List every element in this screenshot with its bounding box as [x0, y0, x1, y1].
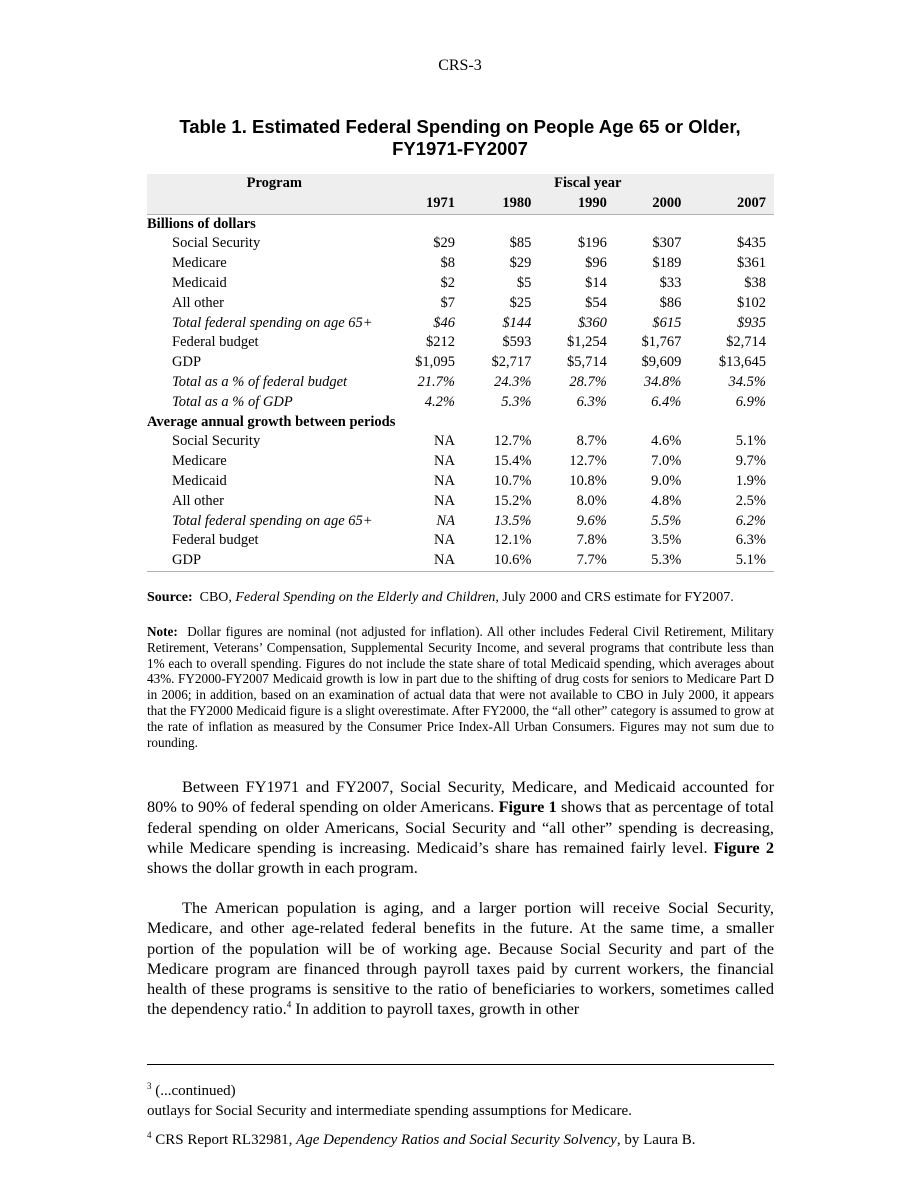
row-label: Medicare	[172, 255, 227, 272]
cell-1971: $46	[433, 314, 455, 331]
source-post: , July 2000 and CRS estimate for FY2007.	[495, 590, 734, 605]
paragraph1-text-c: shows the dollar growth in each program.	[147, 858, 418, 878]
cell-1980: 10.6%	[455, 551, 531, 571]
row-label: Medicare	[172, 453, 227, 470]
cell-1990: $1,254	[567, 334, 607, 351]
cell-2000: $1,767	[641, 334, 682, 351]
cell-1971: 21.7%	[417, 373, 455, 390]
table-row	[147, 393, 774, 413]
row-label: Total federal spending on age 65+	[172, 512, 373, 529]
cell-2000: 7.0%	[651, 453, 682, 470]
table-row	[147, 254, 774, 274]
cell-1980: 12.7%	[493, 433, 532, 450]
table-row	[147, 531, 774, 551]
cell-1971: NA	[402, 551, 455, 571]
note-label: Note:	[147, 624, 178, 639]
section-label: Billions of dollars	[147, 215, 256, 232]
cell-1971: NA	[433, 433, 455, 450]
paragraph1-text-a: Between FY1971 and FY2007, Social Security, Medicare, and Medicaid accounted for 80% to 90% of federal spending on older Americans.	[147, 777, 774, 817]
footnote-4-post: , by Laura B.	[616, 1132, 696, 1148]
cell-1980: 15.4%	[493, 453, 532, 470]
cell-1980: 24.3%	[493, 373, 532, 390]
cell-2007: $102	[737, 294, 766, 311]
table-title	[147, 116, 773, 160]
cell-2000: $189	[652, 255, 682, 272]
table-body	[147, 214, 774, 571]
row-label: All other	[172, 492, 224, 509]
source-title: Federal Spending on the Elderly and Children	[235, 590, 496, 605]
fiscal-year-header: Fiscal year	[554, 175, 622, 191]
footnote-4-mark: 4	[147, 1130, 152, 1140]
cell-1980: 13.5%	[493, 512, 532, 529]
cell-2007: 6.2%	[735, 512, 766, 529]
footnote-3-text: outlays for Social Security and intermediate spending assumptions for Medicare.	[147, 1103, 632, 1119]
footnote-4-title: Age Dependency Ratios and Social Security Solvency	[296, 1132, 617, 1148]
row-label: Medicaid	[172, 472, 227, 489]
cell-2007: 9.7%	[735, 453, 766, 470]
paragraph2-text-a: The American population is aging, and a larger portion will receive Social Security, Medicare, and other age-related federal benefits in the future. At the same time, a smaller portion of the population will be of working age. Because Social Security and part of the Medicare program are financed through payroll taxes paid by current workers, the financial health of these programs is sensitive to the ratio of beneficiaries to workers, sometimes called the dependency ratio.	[147, 898, 774, 1019]
source-line	[147, 589, 774, 606]
cell-1990: 7.7%	[531, 551, 606, 571]
row-label: Social Security	[172, 235, 261, 252]
cell-1990: 8.0%	[576, 492, 607, 509]
row-label: GDP	[147, 551, 402, 571]
cell-1980: 15.2%	[493, 492, 532, 509]
cell-2007: 6.9%	[735, 393, 766, 410]
cell-2007: $13,645	[718, 354, 766, 371]
table-row	[147, 492, 774, 512]
cell-2007: 2.5%	[735, 492, 766, 509]
footnote-3-continued	[147, 1082, 774, 1101]
cell-1980: $85	[509, 235, 532, 252]
cell-1990: $96	[585, 255, 607, 272]
cell-2000: $86	[659, 294, 682, 311]
body-paragraph-1	[147, 777, 774, 878]
cell-1971: NA	[433, 532, 455, 549]
program-header: Program	[246, 175, 302, 191]
source-pre: CBO,	[199, 590, 236, 605]
cell-2000: 6.4%	[651, 393, 682, 410]
cell-1971: $29	[433, 235, 455, 252]
row-label: Federal budget	[172, 334, 259, 351]
cell-1971: NA	[433, 453, 455, 470]
cell-2000: 3.5%	[651, 532, 682, 549]
cell-2007: $2,714	[726, 334, 766, 351]
figure-2-ref: Figure 2	[713, 837, 774, 857]
year-header-1980: 1980	[455, 194, 531, 214]
table-title-line1: Table 1. Estimated Federal Spending on People Age 65 or Older,	[179, 116, 741, 137]
cell-2000: 4.8%	[651, 492, 682, 509]
cell-1990: $360	[577, 314, 607, 331]
year-header-1971: 1971	[402, 194, 455, 214]
cell-2000: 34.8%	[643, 373, 682, 390]
cell-1971: $1,095	[415, 354, 455, 371]
cell-1990: 6.3%	[576, 393, 607, 410]
cell-1990: 8.7%	[576, 433, 607, 450]
table-row	[147, 551, 774, 571]
body-paragraph-2	[147, 898, 774, 1020]
year-header-2000: 2000	[607, 194, 681, 214]
cell-2000: 9.0%	[651, 472, 682, 489]
cell-2007: 6.3%	[735, 532, 766, 549]
cell-2007: $435	[737, 235, 766, 252]
table-title-line2: FY1971-FY2007	[392, 138, 528, 159]
cell-1990: $5,714	[567, 354, 607, 371]
cell-1980: $29	[509, 255, 532, 272]
table-row	[147, 333, 774, 353]
cell-1971: 4.2%	[424, 393, 455, 410]
cell-2000: $615	[652, 314, 682, 331]
row-label: Medicaid	[172, 274, 227, 291]
cell-1990: 7.8%	[576, 532, 607, 549]
row-label: Federal budget	[172, 532, 259, 549]
cell-1971: NA	[433, 492, 455, 509]
cell-1980: $144	[502, 314, 532, 331]
table-row	[147, 432, 774, 452]
note-text: Dollar figures are nominal (not adjusted for inflation). All other includes Federal Civil Retirement, Military Retirement, Veterans’ Compensation, Supplemental Security Income, and several programs that contribute less than 1% each to overall spending. Figures do not include the state share of total Medicaid spending, which averages about 43%. FY2000-FY2007 Medicaid growth is low in part due to the shifting of drug costs for seniors to Medicare Part D in 2006; in addition, based on an examination of actual data that were not available to CBO in July 2000, it appears that the FY2000 Medicaid figure is a slight overestimate. After FY2000, the “all other” category is assumed to grow at the rate of inflation as measured by the Consumer Price Index-All Urban Consumers. Figures may not sum due to rounding.	[147, 624, 775, 750]
table-row	[147, 353, 774, 373]
cell-1980: $593	[502, 334, 532, 351]
cell-2007: $935	[737, 314, 766, 331]
cell-2000: 5.5%	[651, 512, 682, 529]
cell-1971: NA	[436, 512, 455, 529]
cell-2007: 34.5%	[728, 373, 766, 390]
cell-1980: 5.3%	[501, 393, 532, 410]
cell-1990: $196	[577, 235, 607, 252]
page-header: CRS-3	[438, 57, 482, 74]
footnote-divider	[147, 1064, 774, 1065]
note-block	[147, 624, 774, 750]
row-label: GDP	[172, 354, 202, 371]
footnote-4-ref: 4	[286, 1000, 292, 1011]
cell-1990: 9.6%	[576, 512, 607, 529]
footnote-3-line1: (...continued)	[151, 1083, 236, 1099]
cell-1990: 28.7%	[569, 373, 607, 390]
cell-1980: 12.1%	[493, 532, 532, 549]
cell-1971: $2	[440, 274, 455, 291]
table-row	[147, 294, 774, 314]
section-label: Average annual growth between periods	[147, 413, 396, 430]
cell-2007: $361	[737, 255, 766, 272]
table-row	[147, 314, 774, 334]
footnote-4-pre: CRS Report RL32981,	[151, 1132, 297, 1148]
cell-1971: $7	[440, 294, 455, 311]
spending-table	[147, 174, 774, 572]
cell-2007: 5.1%	[681, 551, 774, 571]
cell-2000: 4.6%	[651, 433, 682, 450]
cell-2000: $9,609	[641, 354, 682, 371]
row-label: Total as a % of GDP	[172, 393, 293, 410]
footnote-4	[147, 1131, 774, 1150]
row-label: All other	[172, 294, 224, 311]
paragraph1-text-b: shows that as percentage of total federal spending on older Americans, Social Security and “all other” spending is decreasing, while Medicare spending is increasing. Medicaid’s share has remained fairly level.	[147, 797, 774, 857]
source-label: Source:	[147, 590, 193, 605]
figure-1-ref: Figure 1	[498, 797, 557, 817]
table-row	[147, 234, 774, 254]
table-row	[147, 512, 774, 532]
cell-1980: $25	[509, 294, 532, 311]
cell-2007: $38	[744, 274, 766, 291]
cell-1990: 12.7%	[569, 453, 607, 470]
cell-1990: $54	[585, 294, 607, 311]
table-row	[147, 452, 774, 472]
cell-1971: $8	[440, 255, 455, 272]
table-row	[147, 274, 774, 294]
section-header-row	[147, 214, 774, 234]
row-label: Total as a % of federal budget	[172, 373, 348, 390]
cell-2007: 5.1%	[735, 433, 766, 450]
cell-2000: 5.3%	[607, 551, 681, 571]
row-label: Social Security	[172, 433, 261, 450]
cell-1971: $212	[425, 334, 455, 351]
year-header-1990: 1990	[531, 194, 606, 214]
cell-1990: 10.8%	[569, 472, 607, 489]
cell-1980: $2,717	[491, 354, 532, 371]
cell-2000: $307	[652, 235, 682, 252]
cell-1990: $14	[585, 274, 607, 291]
cell-2000: $33	[659, 274, 682, 291]
cell-1971: NA	[433, 472, 455, 489]
section-header-row	[147, 413, 774, 433]
table-row	[147, 472, 774, 492]
table-row	[147, 373, 774, 393]
cell-2007: 1.9%	[735, 472, 766, 489]
cell-1980: 10.7%	[493, 472, 532, 489]
footnote-3-mark: 3	[147, 1081, 152, 1091]
row-label: Total federal spending on age 65+	[172, 314, 373, 331]
year-header-2007: 2007	[681, 194, 774, 214]
cell-1980: $5	[516, 274, 532, 291]
paragraph2-text-b: In addition to payroll taxes, growth in other	[291, 999, 580, 1019]
